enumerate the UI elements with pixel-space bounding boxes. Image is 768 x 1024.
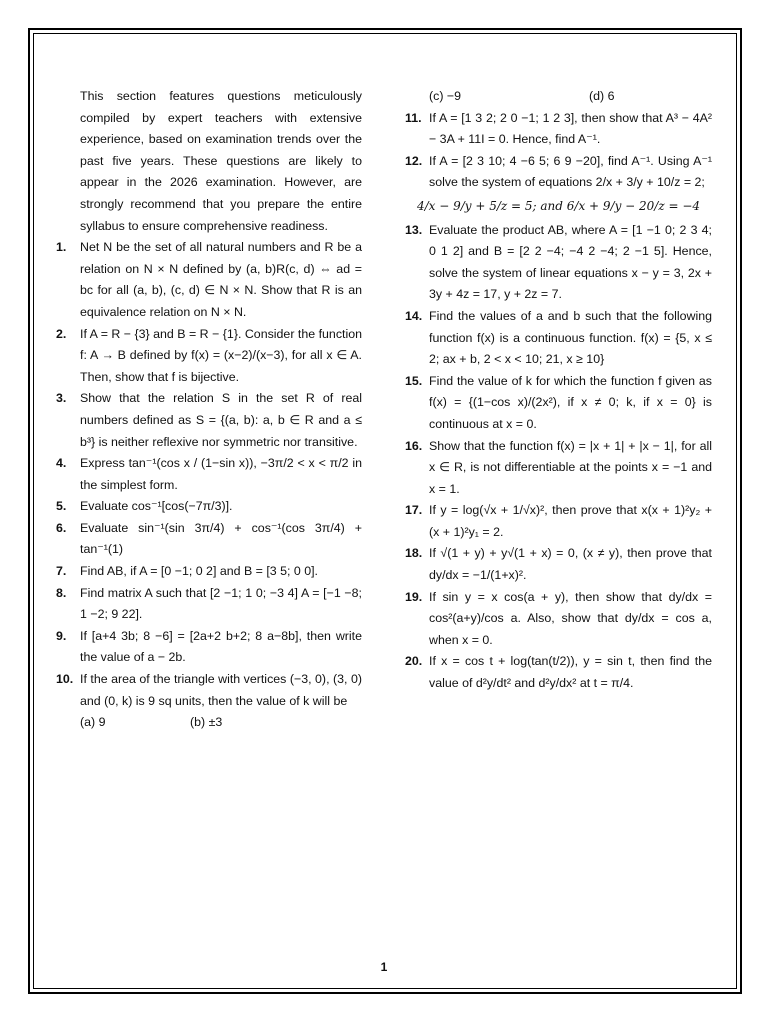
question-text: Find AB, if A = [0 −1; 0 2] and B = [3 5; 0 0]. [80,564,318,579]
question-number: 9. [56,628,67,643]
question-14 [405,306,712,371]
question-number: 4. [56,456,67,471]
question-7 [56,561,362,583]
question-17 [405,500,712,543]
right-column [405,86,712,695]
question-number: 10. [56,672,74,687]
question-number: 6. [56,520,67,535]
question-18 [405,543,712,586]
question-text: If A = R − {3} and B = R − {1}. Consider the function f: A → B defined by f(x) = (x−2)/(x−3), for all x ∈ A. Then, show that f is bijective. [80,326,362,384]
question-text: If y = log(√x + 1/√x)², then prove that x(x + 1)²y₂ + (x + 1)²y₁ = 2. [429,503,712,539]
option-d: (d) 6 [589,89,615,103]
question-number: 16. [405,438,423,453]
question-text: If A = [1 3 2; 2 0 −1; 1 2 3], then show that A³ − 4A² − 3A + 11I = 0. Hence, find A⁻¹. [429,110,712,147]
question-11 [405,108,712,151]
question-number: 7. [56,564,67,579]
question-number: 15. [405,373,423,388]
question-number: 13. [405,222,423,237]
question-text: Evaluate cos⁻¹[cos(−7π/3)]. [80,499,233,514]
question-number: 18. [405,546,423,561]
question-16 [405,436,712,501]
question-number: 3. [56,391,67,406]
question-number: 17. [405,503,423,518]
question-text: If the area of the triangle with vertices (−3, 0), (3, 0) and (0, k) is 9 sq units, then the value of k will be [80,672,362,708]
question-9 [56,626,362,669]
question-number: 19. [405,589,423,604]
intro-paragraph: This section features questions meticulously compiled by expert teachers with extensive experience, based on examination trends over the past five years. These questions are likely to appear in the 2026 examination. However, are strongly recommend that you prepare the entire syllabus to ensure comprehensive readiness. [80,89,362,233]
question-text: If x = cos t + log(tan(t/2)), y = sin t, then find the value of d²y/dt² and d²y/dx² at t = π/4. [429,654,712,691]
question-text: Find matrix A such that [2 −1; 1 0; −3 4] A = [−1 −8; 1 −2; 9 22]. [80,585,362,622]
question-number: 8. [56,585,67,600]
question-text: Show that the function f(x) = |x + 1| + |x − 1|, for all x ∈ R, is not differentiable at the points x = −1 and x = 1. [429,438,712,496]
question-3 [56,388,362,453]
question-number: 14. [405,308,423,323]
question-text: If A = [2 3 10; 4 −6 5; 6 9 −20], find A⁻¹. Using A⁻¹ solve the system of equations 2/x + 3/y + 10/z = 2; [429,153,712,190]
question-6 [56,518,362,561]
question-text: Show that the relation S in the set R of real numbers defined as S = {(a, b): a, b ∈ R and a ≤ b³} is neither reflexive nor symmetric nor transitive. [80,391,362,449]
question-13 [405,220,712,306]
question-text: Evaluate sin⁻¹(sin 3π/4) + cos⁻¹(cos 3π/4) + tan⁻¹(1) [80,520,362,557]
question-10 [56,669,362,712]
question-number: 20. [405,654,423,669]
question-2 [56,324,362,389]
left-column [56,86,362,734]
option-a: (a) 9 [80,715,106,730]
question-text: Find the value of k for which the function f given as f(x) = {(1−cos x)/(2x²), if x ≠ 0; k, if x = 0} is continuous at x = 0. [429,373,712,431]
question-number: 11. [405,110,422,125]
question-8 [56,583,362,626]
question-number: 1. [56,240,67,255]
question-number: 2. [56,326,67,341]
question-15 [405,371,712,436]
equation-line: 4/x − 9/y + 5/z = 5; and 6/x + 9/y − 20/z = −4 [416,198,701,213]
question-4 [56,453,362,496]
question-10-options [56,712,362,734]
question-20 [405,651,712,694]
question-number: 12. [405,153,423,168]
question-1 [56,237,362,323]
question-text: If √(1 + y) + y√(1 + x) = 0, (x ≠ y), then prove that dy/dx = −1/(1+x)². [429,546,712,583]
option-c: (c) −9 [429,89,462,103]
question-text: If sin y = x cos(a + y), then show that dy/dx = cos²(a+y)/cos a. Also, show that dy/dx = cos a, when x = 0. [429,589,712,647]
option-b: (b) ±3 [190,715,223,730]
question-text: If [a+4 3b; 8 −6] = [2a+2 b+2; 8 a−8b], then write the value of a − 2b. [80,628,362,665]
question-text: Find the values of a and b such that the following function f(x) is a continuous function. f(x) = {5, x ≤ 2; ax + b, 2 < x < 10; 21, x ≥ 10} [429,308,712,367]
question-number: 5. [56,499,67,514]
question-12 [405,151,712,194]
question-10-options-continued [405,86,712,108]
page-number: 1 [380,960,388,974]
question-19 [405,587,712,652]
question-5 [56,496,362,518]
question-text: Net N be the set of all natural numbers and R be a relation on N × N defined by (a, b)R(c, d) ⇔ ad = bc for all (a, b), (c, d) ∈ N × N. Show that R is an equivalence relation on N × N. [80,240,362,319]
question-text: Express tan⁻¹(cos x / (1−sin x)), −3π/2 < x < π/2 in the simplest form. [80,456,362,492]
question-text: Evaluate the product AB, where A = [1 −1 0; 2 3 4; 0 1 2] and B = [2 2 −4; −4 2 −4; 2 −1 5]. Hence, solve the system of linear equations x − y = 3, 2x + 3y + 4z = 17, y + 2z = 7. [429,222,712,302]
